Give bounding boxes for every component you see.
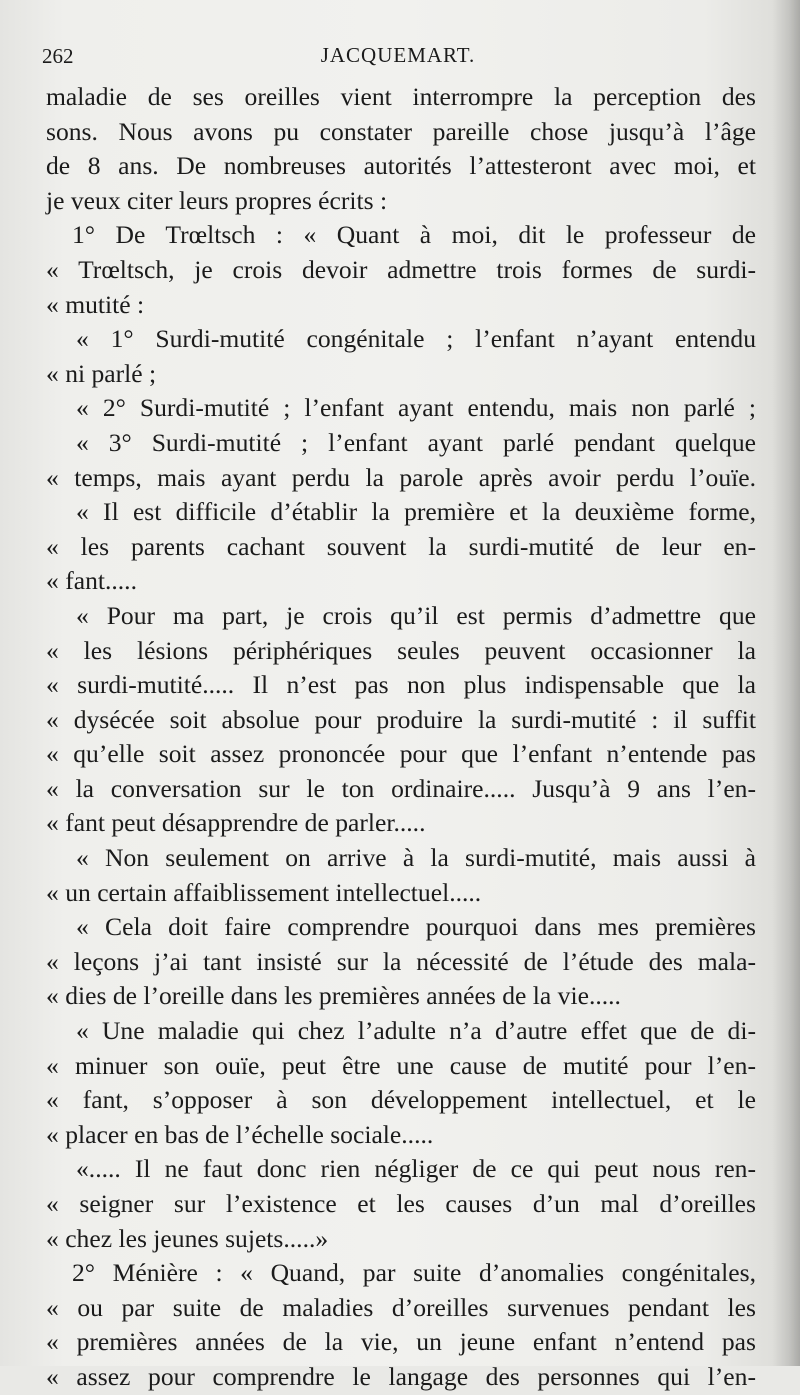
text-line: « 3° Surdi-mutité ; l’enfant ayant parlé pendant quelque [76,427,756,457]
text-line: « les lésions périphériques seules peuvent occasionner la [46,635,756,665]
text-line: maladie de ses oreilles vient interrompre la perception des [46,82,756,111]
text-line: « fant, s’opposer à son développement intellectuel, et le [46,1085,756,1115]
text-line: « placer en bas de l’échelle sociale..... [46,1119,434,1149]
text-line: « surdi-mutité..... Il n’est pas non plus indispensable que la [46,670,756,700]
text-line: 1° De Trœltsch : « Quant à moi, dit le professeur de [72,220,756,250]
text-line: « Il est difficile d’établir la première et la deuxième forme, [76,497,756,527]
text-line: « Non seulement on arrive à la surdi-mutité, mais aussi à [76,843,756,873]
text-line: «..... Il ne faut donc rien négliger de ce qui peut nous ren- [76,1154,756,1184]
text-line: « fant peut désapprendre de parler..... [46,808,426,838]
text-line: « dies de l’oreille dans les premières années de la vie..... [46,981,621,1011]
text-line: « seigner sur l’existence et les causes d’un mal d’oreilles [46,1189,756,1218]
text-line: « Trœltsch, je crois devoir admettre trois formes de surdi- [46,254,756,284]
text-line: « premières années de la vie, un jeune enfant n’entend pas [46,1327,756,1357]
text-line: « qu’elle soit assez prononcée pour que l’enfant n’entende pas [46,739,756,769]
text-line: « dysécée soit absolue pour produire la surdi-mutité : il suffit [46,704,756,734]
text-line: « un certain affaiblissement intellectuel..... [46,877,482,907]
text-line: « ni parlé ; [46,358,157,388]
page-body-text [46,80,756,1395]
text-line: « Cela doit faire comprendre pourquoi dans mes premières [76,912,756,942]
text-line: « Pour ma part, je crois qu’il est permis d’admettre que [76,600,756,630]
text-line: « assez pour comprendre le langage des personnes qui l’en- [46,1361,756,1391]
text-line: « fant..... [46,566,137,596]
text-line: « 1° Surdi-mutité congénitale ; l’enfant n’ayant entendu [76,324,756,354]
text-line: « leçons j’ai tant insisté sur la nécessité de l’étude des mala- [46,946,756,976]
text-line: « les parents cachant souvent la surdi-mutité de leur en- [46,531,756,561]
text-line: « mutité : [46,289,145,319]
running-head: JACQUEMART. [320,43,476,67]
page-header [42,40,754,70]
text-line: « Une maladie qui chez l’adulte n’a d’autre effet que de di- [76,1016,756,1046]
text-line: « 2° Surdi-mutité ; l’enfant ayant entendu, mais non parlé ; [76,393,756,423]
text-line: de 8 ans. De nombreuses autorités l’attesteront avec moi, et [46,151,756,181]
text-line: « chez les jeunes sujets.....» [46,1223,329,1253]
text-line: « temps, mais ayant perdu la parole après avoir perdu l’ouïe. [46,462,756,492]
text-line: « la conversation sur le ton ordinaire..... Jusqu’à 9 ans l’en- [46,773,756,803]
text-line: « ou par suite de maladies d’oreilles survenues pendant les [46,1292,756,1322]
text-line: je veux citer leurs propres écrits : [46,185,388,215]
page-number: 262 [42,44,74,68]
text-line: « minuer son ouïe, peut être une cause de mutité pour l’en- [46,1050,756,1080]
page-gutter-shadow [772,0,800,1366]
text-line: 2° Ménière : « Quand, par suite d’anomalies congénitales, [72,1258,756,1288]
text-line: sons. Nous avons pu constater pareille chose jusqu’à l’âge [46,116,756,146]
